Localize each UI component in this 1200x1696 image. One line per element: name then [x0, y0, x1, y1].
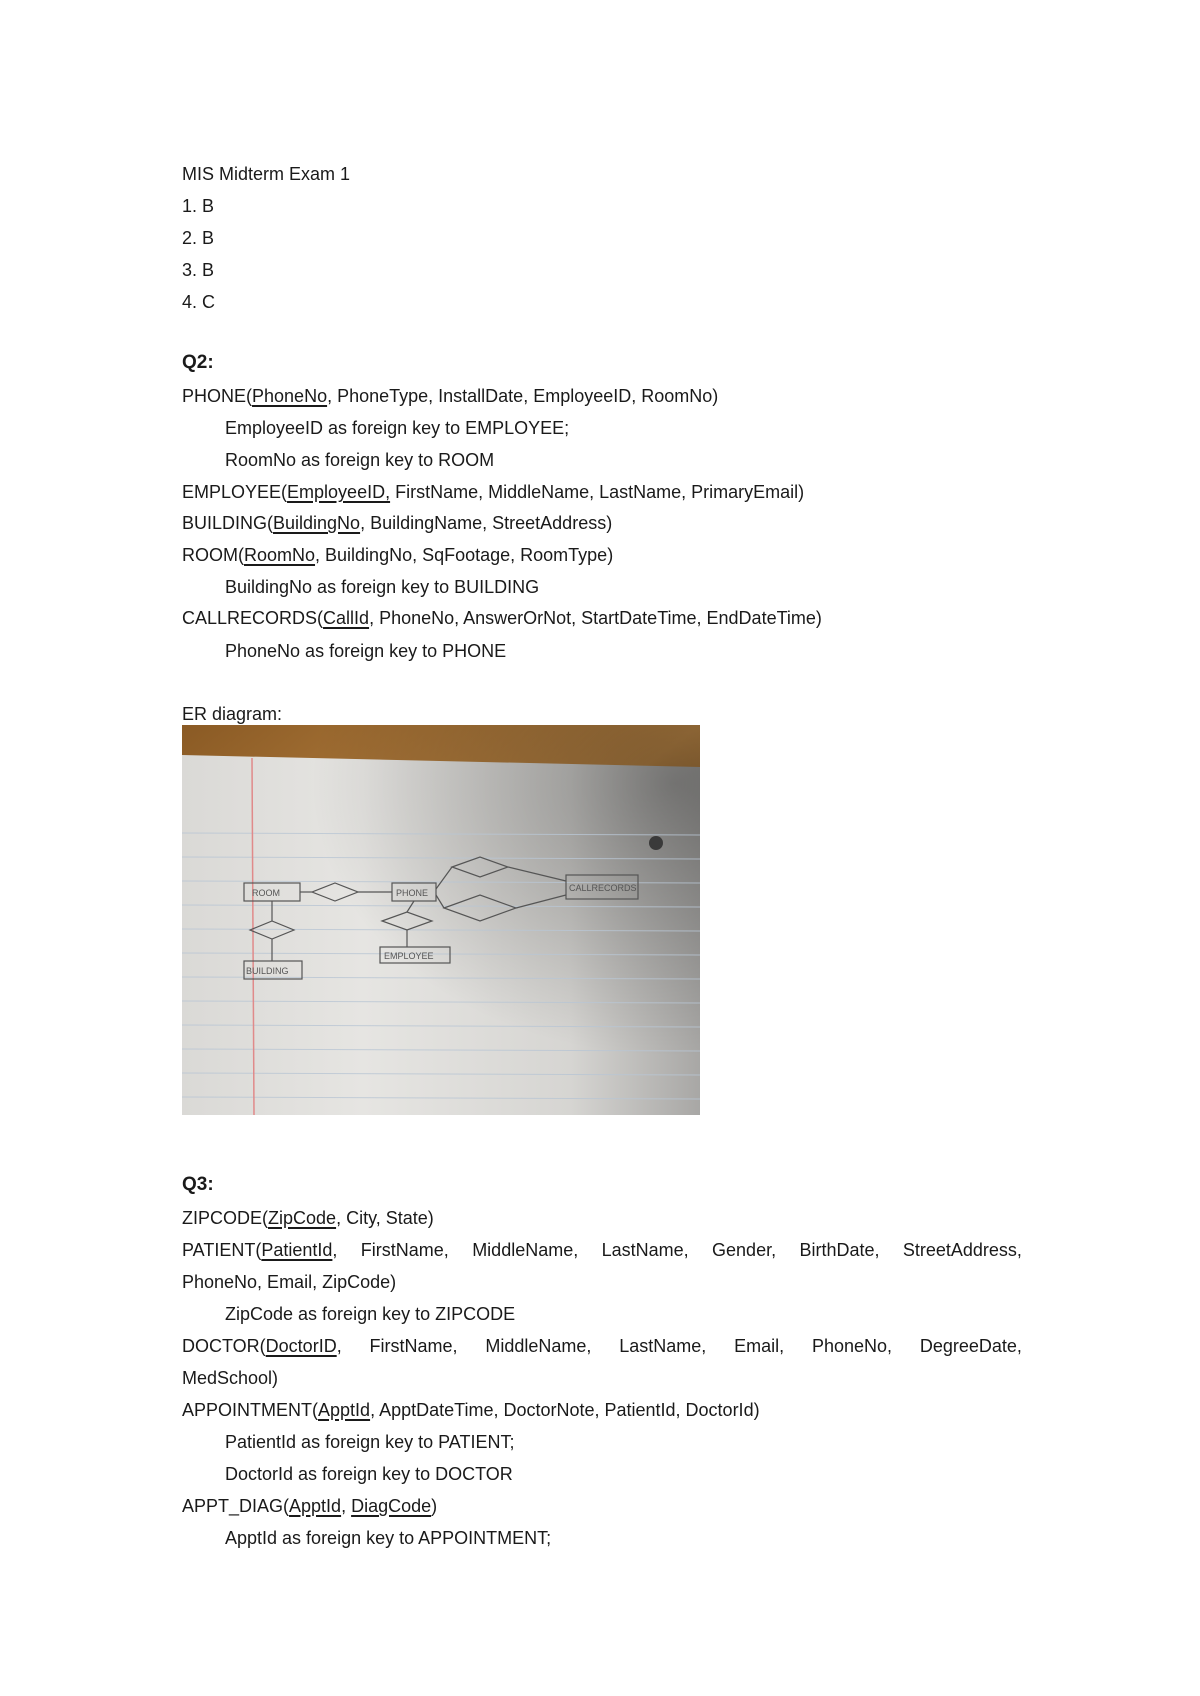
relation-name: ZIPCODE(: [182, 1208, 269, 1228]
document-title: MIS Midterm Exam 1: [182, 164, 351, 184]
callrecords-relation: [182, 607, 822, 629]
relation-attributes: , ApptDateTime, DoctorNote, PatientId, DoctorId): [370, 1400, 760, 1420]
apptdiag-foreign-key: ApptId as foreign key to APPOINTMENT;: [225, 1528, 552, 1548]
primary-key: BuildingNo: [273, 513, 361, 533]
doctor-relation-continued: MedSchool): [182, 1368, 279, 1388]
answer-3: 3. B: [182, 260, 215, 280]
attribute: DegreeDate,: [919, 1336, 1022, 1356]
relation-name: APPOINTMENT(: [182, 1400, 319, 1420]
sketch-label-building: BUILDING: [246, 966, 289, 976]
primary-key: PhoneNo: [252, 386, 328, 406]
relation-name: BUILDING(: [182, 513, 274, 533]
sketch-label-phone: PHONE: [396, 888, 429, 898]
sketch-label-callrecords: CALLRECORDS: [569, 883, 637, 893]
answer-4: 4. C: [182, 292, 216, 312]
patient-foreign-key: ZipCode as foreign key to ZIPCODE: [225, 1304, 516, 1324]
phone-relation: [182, 385, 718, 407]
answer-1: 1. B: [182, 196, 215, 216]
relation-name: PHONE(: [182, 386, 253, 406]
doctor-relation: [182, 1335, 1022, 1357]
hole-punch: [649, 836, 663, 850]
relation-name: PATIENT(: [182, 1240, 262, 1260]
room-relation: [182, 544, 613, 566]
relation-name: APPT_DIAG(: [182, 1496, 290, 1516]
relation-attributes: , BuildingNo, SqFootage, RoomType): [315, 545, 614, 565]
attribute: Gender,: [712, 1240, 777, 1260]
sketch-label-employee: EMPLOYEE: [384, 951, 434, 961]
appointment-foreign-key-1: PatientId as foreign key to PATIENT;: [225, 1432, 515, 1452]
apptdiag-relation: [182, 1495, 437, 1517]
separator: ,: [332, 1240, 338, 1260]
attribute: FirstName,: [369, 1336, 458, 1356]
primary-key: ZipCode: [268, 1208, 337, 1228]
relation-attributes: , PhoneNo, AnswerOrNot, StartDateTime, EndDateTime): [369, 608, 822, 628]
primary-key: DiagCode: [351, 1496, 432, 1516]
employee-relation: [182, 481, 804, 503]
relation-attributes: , PhoneType, InstallDate, EmployeeID, RoomNo): [327, 386, 719, 406]
relation-name: CALLRECORDS(: [182, 608, 324, 628]
relation-name: EMPLOYEE(: [182, 482, 288, 502]
relation-name: DOCTOR(: [182, 1336, 266, 1356]
patient-relation-continued: PhoneNo, Email, ZipCode): [182, 1272, 397, 1292]
separator: ,: [336, 1336, 342, 1356]
er-diagram-label: ER diagram:: [182, 704, 283, 724]
er-diagram-photo: [182, 725, 700, 1115]
patient-relation: [182, 1239, 1022, 1261]
attribute: LastName,: [619, 1336, 707, 1356]
q3-heading: Q3:: [182, 1174, 214, 1195]
primary-key: DoctorID: [265, 1336, 337, 1356]
phone-foreign-key-2: RoomNo as foreign key to ROOM: [225, 450, 495, 470]
phone-foreign-key-1: EmployeeID as foreign key to EMPLOYEE;: [225, 418, 570, 438]
relation-head: [182, 1335, 342, 1357]
answer-2: 2. B: [182, 228, 215, 248]
q2-heading: Q2:: [182, 352, 214, 373]
primary-key: EmployeeID,: [287, 482, 391, 502]
zipcode-relation: [182, 1207, 434, 1229]
callrecords-foreign-key: PhoneNo as foreign key to PHONE: [225, 641, 507, 661]
primary-key: CallId: [323, 608, 370, 628]
relation-attributes: , City, State): [336, 1208, 434, 1228]
appointment-foreign-key-2: DoctorId as foreign key to DOCTOR: [225, 1464, 513, 1484]
separator: ,: [341, 1496, 352, 1516]
relation-attributes: , BuildingName, StreetAddress): [360, 513, 613, 533]
relation-name: ROOM(: [182, 545, 244, 565]
attribute: MiddleName,: [472, 1240, 579, 1260]
attribute: LastName,: [601, 1240, 689, 1260]
relation-attributes: FirstName, MiddleName, LastName, PrimaryEmail): [390, 482, 805, 502]
attribute: BirthDate,: [799, 1240, 880, 1260]
primary-key: RoomNo: [244, 545, 316, 565]
attribute: FirstName,: [360, 1240, 449, 1260]
primary-key: ApptId: [289, 1496, 342, 1516]
relation-head: [182, 1239, 337, 1261]
building-relation: [182, 512, 612, 534]
attribute: StreetAddress,: [902, 1240, 1022, 1260]
appointment-relation: [182, 1399, 760, 1421]
attribute: PhoneNo,: [811, 1336, 893, 1356]
attribute: MiddleName,: [485, 1336, 592, 1356]
room-foreign-key: BuildingNo as foreign key to BUILDING: [225, 577, 540, 597]
primary-key: PatientId: [261, 1240, 333, 1260]
primary-key: ApptId: [318, 1400, 371, 1420]
attribute: Email,: [734, 1336, 785, 1356]
sketch-label-room: ROOM: [252, 888, 280, 898]
relation-close: ): [431, 1496, 438, 1516]
